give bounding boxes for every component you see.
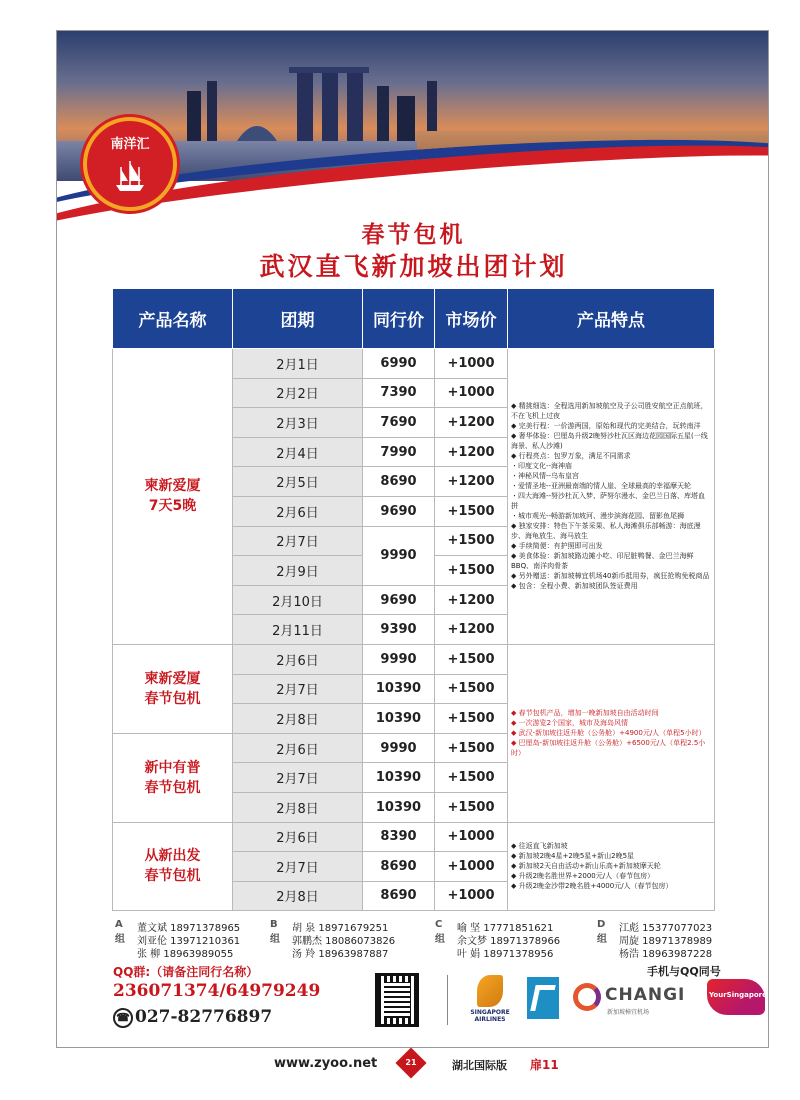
qq-group-numbers: 236071374/64979249: [113, 981, 321, 1001]
market-price: +1500: [435, 763, 508, 793]
tour-date: 2月8日: [233, 792, 363, 822]
contact-person: 汤 羚 18963987887: [292, 949, 389, 960]
peer-price: 7690: [363, 408, 435, 438]
market-price: +1500: [435, 792, 508, 822]
market-price: +1000: [435, 852, 508, 882]
market-price: +1000: [435, 349, 508, 379]
header-market-price: 市场价: [435, 289, 508, 349]
logo-number: 21: [405, 1058, 417, 1067]
feature-item: ◆ 行程亮点：包罗万象，满足不同需求: [511, 452, 631, 461]
logo-text: 南洋汇: [110, 137, 150, 152]
contact-person: 杨浩 18963987228: [619, 949, 713, 960]
tour-date: 2月7日: [233, 674, 363, 704]
group-label: D组: [597, 919, 607, 945]
market-price: +1000: [435, 881, 508, 911]
feature-item: ◆ 包含：全程小费、新加坡团队签证费用: [511, 582, 638, 591]
market-price: +1000: [435, 378, 508, 408]
table-header-row: [113, 289, 715, 349]
changi-swirl-icon: [573, 983, 601, 1011]
product-name: 柬新爱厦 春节包机: [113, 644, 233, 733]
singapore-airlines-logo: [465, 975, 515, 1023]
tour-date: 2月11日: [233, 615, 363, 645]
market-price: +1500: [435, 496, 508, 526]
peer-price: 10390: [363, 792, 435, 822]
contact-person: 董文斌 18971378965: [137, 923, 241, 934]
product-features: [508, 349, 715, 645]
ys-text: YourSingapore: [709, 991, 767, 999]
tour-date: 2月1日: [233, 349, 363, 379]
feature-item: ◆ 完美行程：一价游两国，原始和现代的完美结合，玩转南洋: [511, 422, 701, 431]
feature-item: ◆ 一次游览2个国家，城市及海岛风情: [511, 719, 629, 728]
peer-price: 6990: [363, 349, 435, 379]
feature-item: ・神秘风情--乌布皇宫: [511, 472, 580, 481]
contact-person: 叶 娟 18971378956: [457, 949, 554, 960]
peer-price: 9390: [363, 615, 435, 645]
sia-text: SINGAPORE AIRLINES: [470, 1009, 510, 1023]
header-peer-price: 同行价: [363, 289, 435, 349]
tour-date: 2月7日: [233, 763, 363, 793]
banner-image: [57, 31, 769, 226]
product-features: [508, 822, 715, 911]
table-row: [113, 822, 715, 852]
peer-price: 10390: [363, 704, 435, 734]
tour-schedule-table: [112, 288, 715, 911]
feature-item: ◆ 新加坡2晚4星+2晚5星+新山2晚5星: [511, 852, 635, 861]
phone-text: 027-82776897: [135, 1007, 273, 1027]
product-name: 新中有普 春节包机: [113, 733, 233, 822]
peer-price: 8690: [363, 881, 435, 911]
contact-person: 周旋 18971378989: [619, 936, 713, 947]
feature-item: ◆ 升级2晚名胜世界+2000元/人（春节包房）: [511, 872, 655, 881]
market-price: +1500: [435, 644, 508, 674]
feature-item: ◆ 独家安排：特色下午茶采果、私人海滩俱乐部畅游：海底漫步、海龟放生、海马放生: [511, 522, 701, 541]
market-price: +1200: [435, 615, 508, 645]
footer-page-number: 扉11: [530, 1058, 559, 1072]
footer-publication: 湖北国际版: [452, 1059, 507, 1072]
qq-group-label: QQ群:（请备注同行名称）: [113, 965, 259, 979]
feature-item: ◆ 手续简便：有护照即可出发: [511, 542, 603, 551]
contact-person: 刘亚伦 13971210361: [137, 936, 241, 947]
feature-item: ・城市观光--畅游新加坡河、漫步滨海花园、留影鱼尾狮: [511, 512, 685, 521]
market-price: +1500: [435, 704, 508, 734]
peer-price: 9990: [363, 526, 435, 585]
tour-date: 2月8日: [233, 704, 363, 734]
peer-price: 8690: [363, 852, 435, 882]
group-label: A组: [115, 919, 125, 945]
tour-date: 2月6日: [233, 822, 363, 852]
tour-date: 2月2日: [233, 378, 363, 408]
tour-date: 2月6日: [233, 733, 363, 763]
feature-item: ◆ 精挑细选：全程选用新加坡航空及子公司胜安航空正点航班，不在飞机上过夜: [511, 402, 708, 421]
tour-date: 2月10日: [233, 585, 363, 615]
brand-logo: [83, 117, 177, 211]
product-name: 柬新爱厦 7天5晚: [113, 349, 233, 645]
feature-item: ◆ 奢华体验：巴厘岛升级2晚努沙杜瓦区海边花园国际五星(一线海景、私人沙滩): [511, 432, 708, 451]
title-line-2: 武汉直飞新加坡出团计划: [259, 252, 568, 281]
city-skyline-graphic: [177, 61, 477, 141]
feature-item: ・四大海滩--努沙杜瓦入梦、萨努尔漫水、金巴兰日落、库塔血拼: [511, 492, 706, 511]
tour-date: 2月6日: [233, 496, 363, 526]
header-date: 团期: [233, 289, 363, 349]
phone-icon: ☎: [113, 1008, 133, 1028]
group-label: C组: [435, 919, 445, 945]
changi-airport-logo: [573, 981, 691, 1021]
market-price: +1500: [435, 556, 508, 586]
publication-logo: [395, 1047, 426, 1078]
peer-price: 8390: [363, 822, 435, 852]
your-singapore-logo: [707, 977, 765, 1017]
product-name: 从新出发 春节包机: [113, 822, 233, 911]
market-price: +1000: [435, 822, 508, 852]
feature-item: ・爱情圣地--亚洲最南端的情人崖、全球最高的幸福摩天轮: [511, 482, 692, 491]
tour-date: 2月7日: [233, 526, 363, 556]
flyer-page: [56, 30, 769, 1048]
header-features: 产品特点: [508, 289, 715, 349]
tour-date: 2月4日: [233, 437, 363, 467]
peer-price: 8690: [363, 467, 435, 497]
contact-person: 胡 泉 18971679251: [292, 923, 389, 934]
table-body: [113, 349, 715, 911]
qr-code: [375, 973, 419, 1027]
airline-logo: [527, 977, 559, 1019]
feature-item: ◆ 往返直飞新加坡: [511, 842, 568, 851]
logo-divider: [447, 975, 448, 1025]
table-row: [113, 349, 715, 379]
page-footer: [0, 1052, 800, 1082]
group-label: B组: [270, 919, 280, 945]
contact-person: 江彪 15377077023: [619, 923, 713, 934]
peer-price: 9990: [363, 644, 435, 674]
market-price: +1500: [435, 733, 508, 763]
contact-person: 余文梦 18971378966: [457, 936, 561, 947]
phone-number: [113, 1007, 272, 1028]
tour-date: 2月5日: [233, 467, 363, 497]
peer-price: 10390: [363, 763, 435, 793]
market-price: +1200: [435, 437, 508, 467]
mobile-qq-note: 手机与QQ同号: [647, 965, 721, 978]
sailing-ship-icon: [115, 159, 145, 193]
header-product-name: 产品名称: [113, 289, 233, 349]
peer-price: 10390: [363, 674, 435, 704]
feature-item: ◆ 另外赠送：新加坡樟宜机场40新币抵用券，疯狂抢购免税商品: [511, 572, 710, 581]
market-price: +1200: [435, 408, 508, 438]
title-line-1: 春节包机: [361, 222, 466, 248]
tour-date: 2月6日: [233, 644, 363, 674]
feature-item: ◆ 武汉-新加坡往返升舱（公务舱）+4900元/人（单程5小时）: [511, 729, 706, 738]
contact-person: 喻 坚 17771851621: [457, 923, 554, 934]
sia-bird-icon: [477, 975, 503, 1007]
contact-person: 郭鹏杰 18086073826: [292, 936, 396, 947]
feature-item: ・印度文化--海神庙: [511, 462, 573, 471]
feature-item: ◆ 春节包机产品，增加一晚新加坡自由活动时间: [511, 709, 659, 718]
table-row: [113, 644, 715, 674]
changi-text: CHANGI: [605, 985, 686, 1005]
contact-list: [115, 919, 715, 969]
feature-item: ◆ 美食体验：新加坡路边摊小吃、印尼脏鸭餐、金巴兰海鲜BBQ、南洋肉骨茶: [511, 552, 694, 571]
tour-date: 2月8日: [233, 881, 363, 911]
market-price: +1500: [435, 674, 508, 704]
tour-date: 2月9日: [233, 556, 363, 586]
feature-item: ◆ 巴厘岛-新加坡往返升舱（公务舱）+6500元/人（单程2.5小时）: [511, 739, 706, 758]
market-price: +1200: [435, 467, 508, 497]
peer-price: 9690: [363, 585, 435, 615]
peer-price: 7990: [363, 437, 435, 467]
product-features: [508, 644, 715, 822]
market-price: +1200: [435, 585, 508, 615]
feature-item: ◆ 升级2晚金沙带2晚名胜+4000元/人（春节包房）: [511, 882, 673, 891]
peer-price: 9690: [363, 496, 435, 526]
contact-person: 张 柳 18963989055: [137, 949, 234, 960]
changi-subtext: 新加坡樟宜机场: [607, 1009, 650, 1016]
footer-url: www.zyoo.net: [274, 1056, 378, 1071]
feature-item: ◆ 新加坡2天自由活动+新山乐高+新加坡摩天轮: [511, 862, 661, 871]
peer-price: 7390: [363, 378, 435, 408]
market-price: +1500: [435, 526, 508, 556]
peer-price: 9990: [363, 733, 435, 763]
tour-date: 2月7日: [233, 852, 363, 882]
tour-date: 2月3日: [233, 408, 363, 438]
